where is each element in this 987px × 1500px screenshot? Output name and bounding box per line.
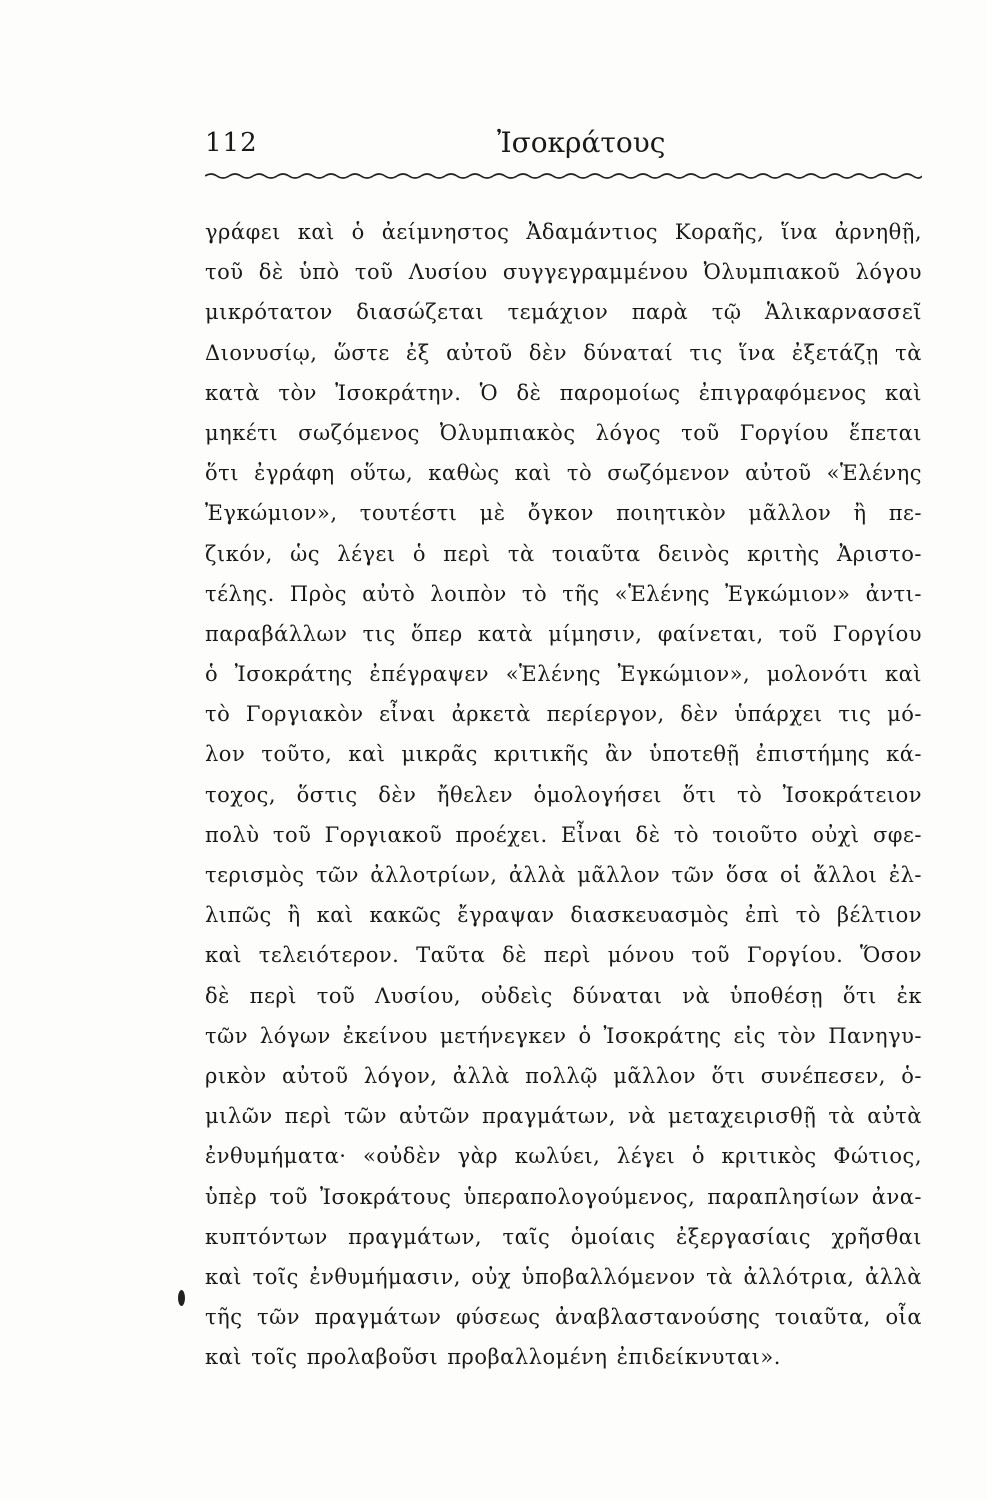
text-line: μιλῶν περὶ τῶν αὐτῶν πραγμάτων, νὰ μεταχειρισθῇ τὰ αὐτὰ bbox=[205, 1104, 922, 1129]
text-line: κατὰ τὸν Ἰσοκράτην. Ὁ δὲ παρομοίως ἐπιγραφόμενος καὶ bbox=[205, 380, 922, 405]
text-line: λον τοῦτο, καὶ μικρᾶς κριτικῆς ἂν ὑποτεθῇ ἐπιστήμης κά- bbox=[205, 742, 922, 767]
text-line: ζικόν, ὡς λέγει ὁ περὶ τὰ τοιαῦτα δεινὸς κριτὴς Ἀριστο- bbox=[205, 541, 922, 566]
text-line: ἐνθυμήματα· «οὐδὲν γὰρ κωλύει, λέγει ὁ κριτικὸς Φώτιος, bbox=[205, 1144, 922, 1169]
text-line: Διονυσίῳ, ὥστε ἐξ αὐτοῦ δὲν δύναταί τις ἵνα ἐξετάζῃ τὰ bbox=[205, 340, 922, 365]
header-wavy-rule bbox=[205, 172, 922, 180]
body-text bbox=[205, 212, 922, 1377]
text-line: λιπῶς ἢ καὶ κακῶς ἔγραψαν διασκευασμὸς ἐπὶ τὸ βέλτιον bbox=[205, 903, 922, 928]
text-line: τοχος, ὅστις δὲν ἤθελεν ὁμολογήσει ὅτι τὸ Ἰσοκράτειον bbox=[205, 782, 922, 807]
text-line: Ἐγκώμιον», τουτέστι μὲ ὄγκον ποιητικὸν μᾶλλον ἢ πε- bbox=[205, 501, 922, 526]
text-line: τῶν λόγων ἐκείνου μετήνεγκεν ὁ Ἰσοκράτης εἰς τὸν Πανηγυ- bbox=[205, 1023, 922, 1048]
ink-blot-mark bbox=[178, 1290, 185, 1306]
text-line: ρικὸν αὐτοῦ λόγον, ἀλλὰ πολλῷ μᾶλλον ὅτι συνέπεσεν, ὁ- bbox=[205, 1063, 922, 1088]
text-line: ὑπὲρ τοῦ Ἰσοκράτους ὑπεραπολογούμενος, παραπλησίων ἀνα- bbox=[205, 1184, 922, 1209]
text-line: καὶ τοῖς ἐνθυμήμασιν, οὐχ ὑποβαλλόμενον τὰ ἀλλότρια, ἀλλὰ bbox=[205, 1264, 922, 1289]
text-line: μικρότατον διασώζεται τεμάχιον παρὰ τῷ Ἁλικαρνασσεῖ bbox=[205, 300, 922, 325]
text-line: δὲ περὶ τοῦ Λυσίου, οὐδεὶς δύναται νὰ ὑποθέσῃ ὅτι ἐκ bbox=[205, 983, 922, 1008]
page-number: 112 bbox=[205, 128, 258, 158]
text-line: τὸ Γοργιακὸν εἶναι ἀρκετὰ περίεργον, δὲν ὑπάρχει τις μό- bbox=[205, 702, 922, 727]
text-line: τερισμὸς τῶν ἀλλοτρίων, ἀλλὰ μᾶλλον τῶν ὅσα οἱ ἄλλοι ἐλ- bbox=[205, 863, 922, 887]
text-line: γράφει καὶ ὁ ἀείμνηστος Ἀδαμάντιος Κοραῆς, ἵνα ἀρνηθῇ, bbox=[205, 220, 922, 244]
running-title: Ἰσοκράτους bbox=[497, 126, 666, 159]
text-line: τέλης. Πρὸς αὐτὸ λοιπὸν τὸ τῆς «Ἑλένης Ἐγκώμιον» ἀντι- bbox=[205, 581, 922, 606]
text-line: μηκέτι σωζόμενος Ὀλυμπιακὸς λόγος τοῦ Γοργίου ἕπεται bbox=[205, 420, 922, 445]
text-line: κυπτόντων πραγμάτων, ταῖς ὁμοίαις ἐξεργασίαις χρῆσθαι bbox=[205, 1224, 922, 1249]
text-line: καὶ τοῖς προλαβοῦσι προβαλλομένη ἐπιδείκνυται». bbox=[205, 1345, 781, 1370]
text-line: παραβάλλων τις ὅπερ κατὰ μίμησιν, φαίνεται, τοῦ Γοργίου bbox=[205, 621, 922, 646]
text-line: ὁ Ἰσοκράτης ἐπέγραψεν «Ἑλένης Ἐγκώμιον», μολονότι καὶ bbox=[205, 662, 922, 687]
text-line: ὅτι ἐγράφη οὕτω, καθὼς καὶ τὸ σωζόμενον αὐτοῦ «Ἑλένης bbox=[205, 461, 922, 486]
text-line: καὶ τελειότερον. Ταῦτα δὲ περὶ μόνου τοῦ Γοργίου. Ὅσον bbox=[205, 943, 922, 968]
page-header bbox=[205, 126, 925, 166]
text-line: πολὺ τοῦ Γοργιακοῦ προέχει. Εἶναι δὲ τὸ τοιοῦτο οὐχὶ σφε- bbox=[205, 822, 922, 847]
text-line: τοῦ δὲ ὑπὸ τοῦ Λυσίου συγγεγραμμένου Ὀλυμπιακοῦ λόγου bbox=[205, 260, 922, 285]
text-line: τῆς τῶν πραγμάτων φύσεως ἀναβλαστανούσης τοιαῦτα, οἷα bbox=[205, 1305, 922, 1330]
